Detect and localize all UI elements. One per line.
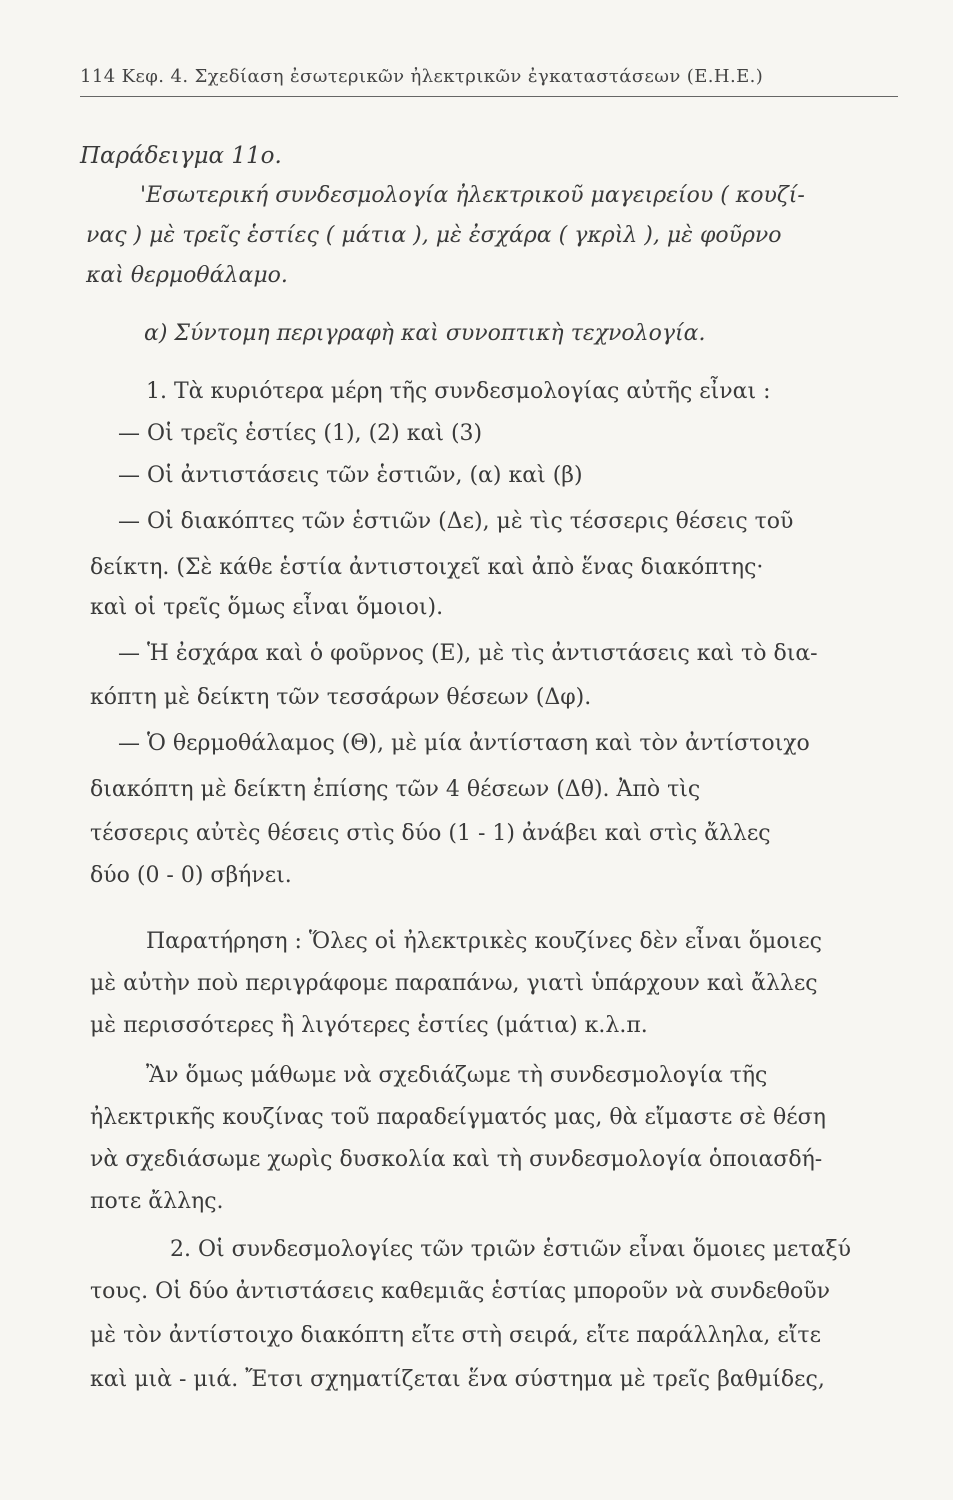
text-line: μὲ τὸν ἀντίστοιχο διακόπτη εἴτε στὴ σειρά, εἴτε παράλληλα, εἴτε bbox=[90, 1323, 821, 1348]
example-title: Παράδειγμα 11ο. bbox=[80, 143, 282, 169]
page-header: 114 Κεφ. 4. Σχεδίαση ἐσωτερικῶν ἠλεκτρικῶν ἐγκαταστάσεων (Ε.Η.Ε.) bbox=[80, 66, 764, 87]
list-item: — Οἱ τρεῖς ἑστίες (1), (2) καὶ (3) bbox=[118, 421, 483, 446]
text-line: Ἂν ὅμως μάθωμε νὰ σχεδιάζωμε τὴ συνδεσμολογία τῆς bbox=[146, 1063, 768, 1088]
text-line: ἠλεκτρικῆς κουζίνας τοῦ παραδείγματός μας, θὰ εἴμαστε σὲ θέση bbox=[90, 1105, 826, 1130]
text-line: τέσσερις αὐτὲς θέσεις στὶς δύο (1 - 1) ἀνάβει καὶ στὶς ἄλλες bbox=[90, 821, 771, 846]
text-line: νὰ σχεδιάσωμε χωρὶς δυσκολία καὶ τὴ συνδεσμολογία ὁποιασδή- bbox=[90, 1147, 823, 1172]
text-line: καὶ μιὰ - μιά. Ἔτσι σχηματίζεται ἕνα σύστημα μὲ τρεῖς βαθμίδες, bbox=[90, 1367, 825, 1392]
text-line: 1. Τὰ κυριότερα μέρη τῆς συνδεσμολογίας αὐτῆς εἶναι : bbox=[146, 379, 771, 404]
list-item: — Οἱ ἀντιστάσεις τῶν ἑστιῶν, (α) καὶ (β) bbox=[118, 463, 583, 488]
text-line: νας ) μὲ τρεῖς ἑστίες ( μάτια ), μὲ ἐσχάρα ( γκρὶλ ), μὲ φοῦρνο bbox=[86, 223, 782, 248]
text-line: καὶ οἱ τρεῖς ὅμως εἶναι ὅμοιοι). bbox=[90, 595, 444, 620]
text-line: μὲ περισσότερες ἢ λιγότερες ἑστίες (μάτια) κ.λ.π. bbox=[90, 1013, 648, 1038]
text-line: 'Εσωτερική συνδεσμολογία ἠλεκτρικοῦ μαγειρείου ( κουζί- bbox=[140, 183, 805, 208]
text-line: τους. Οἱ δύο ἀντιστάσεις καθεμιᾶς ἑστίας μποροῦν νὰ συνδεθοῦν bbox=[90, 1279, 830, 1304]
text-line: 2. Οἱ συνδεσμολογίες τῶν τριῶν ἑστιῶν εἶναι ὅμοιες μεταξύ bbox=[170, 1237, 851, 1262]
list-item: — Ὁ θερμοθάλαμος (Θ), μὲ μία ἀντίσταση καὶ τὸν ἀντίστοιχο bbox=[118, 731, 810, 756]
text-line: ποτε ἄλλης. bbox=[90, 1189, 224, 1214]
header-rule bbox=[80, 96, 898, 97]
text-line: μὲ αὐτὴν ποὺ περιγράφομε παραπάνω, γιατὶ ὑπάρχουν καὶ ἄλλες bbox=[90, 971, 818, 996]
section-heading: α) Σύντομη περιγραφὴ καὶ συνοπτικὴ τεχνολογία. bbox=[144, 321, 706, 346]
text-line: διακόπτη μὲ δείκτη ἐπίσης τῶν 4 θέσεων (Δθ). Ἀπὸ τὶς bbox=[90, 777, 701, 802]
remark-line: Παρατήρηση : Ὅλες οἱ ἠλεκτρικὲς κουζίνες δὲν εἶναι ὅμοιες bbox=[146, 929, 822, 954]
text-line: δύο (0 - 0) σβήνει. bbox=[90, 863, 292, 888]
list-item: — Ἡ ἐσχάρα καὶ ὁ φοῦρνος (Ε), μὲ τὶς ἀντιστάσεις καὶ τὸ δια- bbox=[118, 641, 818, 666]
text-line: καὶ θερμοθάλαμο. bbox=[86, 263, 288, 288]
text-line: δείκτη. (Σὲ κάθε ἑστία ἀντιστοιχεῖ καὶ ἀπὸ ἕνας διακόπτης· bbox=[90, 555, 764, 580]
list-item: — Οἱ διακόπτες τῶν ἑστιῶν (Δε), μὲ τὶς τέσσερις θέσεις τοῦ bbox=[118, 509, 794, 534]
text-line: κόπτη μὲ δείκτη τῶν τεσσάρων θέσεων (Δφ). bbox=[90, 685, 592, 710]
